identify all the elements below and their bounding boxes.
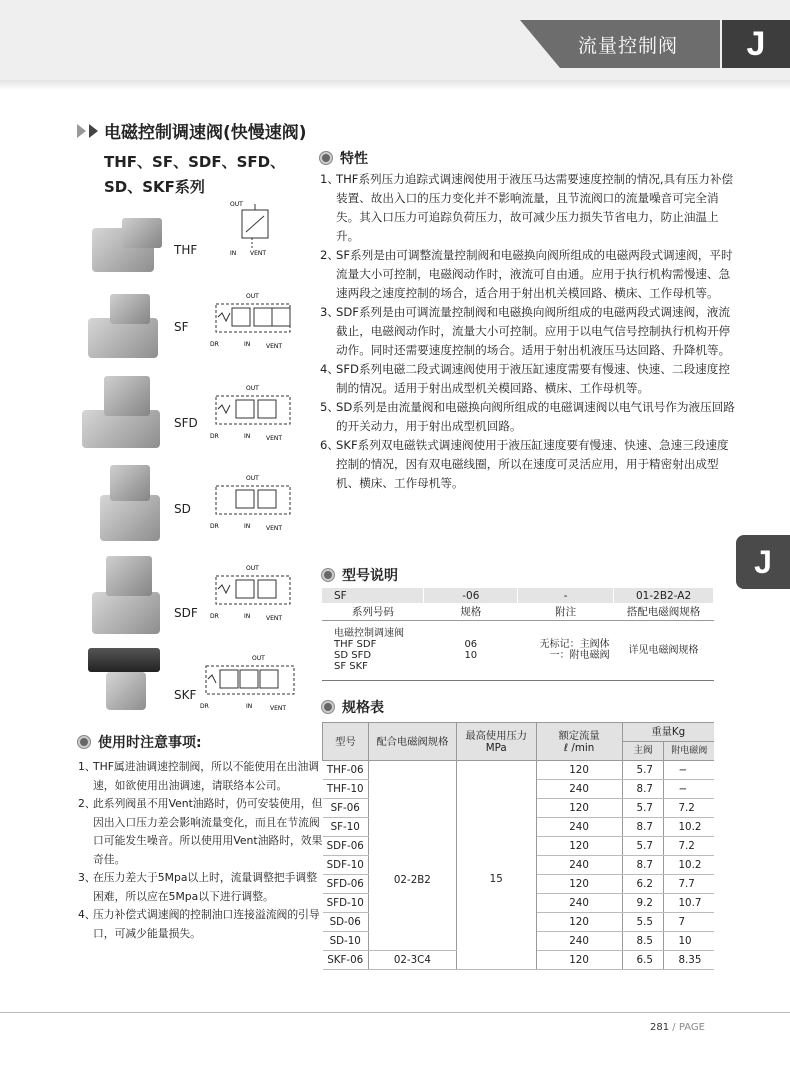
cell-main: 5.7 <box>622 761 664 780</box>
model-code-table <box>322 588 714 681</box>
feature-number: 4、 <box>320 362 339 376</box>
series-line-1: THF、SF、SDF、SFD、 <box>104 153 286 171</box>
valve-image-sf <box>88 292 168 362</box>
spec-header-row <box>323 723 715 742</box>
spec-heading-text: 规格表 <box>342 700 384 716</box>
cell-main: 9.2 <box>622 894 664 913</box>
feature-item <box>320 170 735 246</box>
arrow-icon <box>77 124 86 138</box>
cell-solenoid: 02-3C4 <box>368 951 456 970</box>
features-heading-text: 特性 <box>340 151 368 167</box>
valve-image-sfd <box>82 376 172 451</box>
port-label-in: IN <box>244 613 251 620</box>
header-with-solenoid: 附电磁阀 <box>664 742 714 761</box>
cell-solenoid: 02-2B2 <box>368 761 456 951</box>
cell-with: 7 <box>664 913 714 932</box>
port-label-in: IN <box>230 250 237 257</box>
cell-model: THF-06 <box>323 761 369 780</box>
header-weight: 重量Kg <box>622 723 714 742</box>
note-number: 1、 <box>78 760 96 773</box>
cell-model: SDF-06 <box>323 837 369 856</box>
page-number <box>650 1022 705 1033</box>
feature-text: SDF系列是由可调流量控制阀和电磁换向阀所组成的电磁两段式调速阀，液流截止，电磁阀动作时，流量大小可控制。应用于以电气信号控制执行机构开停动作。同时还需要速度控制的场合。适用于射出机液压马达回路、升降机等。 <box>336 305 731 357</box>
port-label-out: OUT <box>246 293 259 300</box>
sd-hydraulic-symbol <box>210 472 300 532</box>
cell-with: − <box>664 761 714 780</box>
cell-flow: 240 <box>536 856 622 875</box>
notes-heading-text: 使用时注意事项: <box>98 735 202 751</box>
note-item <box>78 795 323 869</box>
page-number-label: / PAGE <box>672 1022 705 1033</box>
code-solenoid: 01-2B2-A2 <box>614 588 714 603</box>
port-label-dr: DR <box>200 703 209 710</box>
port-label-vent: VENT <box>270 705 287 712</box>
size-text: 06 <box>464 639 478 650</box>
model-code-heading <box>322 565 398 585</box>
cell-flow: 120 <box>536 913 622 932</box>
series-cell <box>322 620 424 680</box>
cell-flow: 240 <box>536 780 622 799</box>
bullet-icon <box>78 736 90 748</box>
cell-model: SD-06 <box>323 913 369 932</box>
feature-item <box>320 246 735 303</box>
code-series: SF <box>322 588 424 603</box>
cell-main: 5.5 <box>622 913 664 932</box>
feature-text: THF系列压力追踪式调速阀使用于液压马达需要速度控制的情况,具有压力补偿装置、故出入口的压力变化并不影响流量，且节流阀口的流量噪音可完全消失。其入口压力可追踪负荷压力，故可减少压力损失节省电力，防止油温上升。 <box>336 172 734 243</box>
model-code-heading-text: 型号说明 <box>342 568 398 584</box>
sdf-hydraulic-symbol <box>210 562 300 622</box>
code-size: -06 <box>424 588 518 603</box>
feature-item <box>320 303 735 360</box>
bullet-icon <box>320 152 332 164</box>
port-label-out: OUT <box>246 475 259 482</box>
section-letter: J <box>722 20 790 68</box>
side-index-tab[interactable]: J <box>736 535 790 589</box>
cell-with: 7.7 <box>664 875 714 894</box>
cell-main: 5.7 <box>622 799 664 818</box>
features-heading <box>320 148 368 168</box>
header-model: 型号 <box>323 723 369 761</box>
cell-with: 10.2 <box>664 856 714 875</box>
cell-with: 8.35 <box>664 951 714 970</box>
spec-heading <box>322 697 384 717</box>
feature-text: SKF系列双电磁铁式调速阀使用于液压缸速度要有慢速、快速、急速三段速度控制的情况，因有双电磁线圈，所以在速度可灵活应用，用于精密射出成型机、横床、工作母机等。 <box>336 438 729 490</box>
arrow-icon <box>89 124 98 138</box>
cell-main: 6.2 <box>622 875 664 894</box>
feature-number: 5、 <box>320 400 339 414</box>
feature-item <box>320 398 735 436</box>
model-code-row <box>322 588 714 603</box>
cell-model: SD-10 <box>323 932 369 951</box>
port-label-vent: VENT <box>266 435 283 442</box>
note-item <box>78 869 323 906</box>
header-pressure-line: 最高使用压力 <box>465 729 528 742</box>
series-text: SF SKF <box>334 661 368 672</box>
port-label-out: OUT <box>252 655 265 662</box>
feature-item <box>320 436 735 493</box>
series-line-2: SD、SKF系列 <box>104 178 205 196</box>
port-label-in: IN <box>244 433 251 440</box>
note-text: 在压力差大于5Mpa以上时，流量调整把手调整困难，所以应在5Mpa以下进行调整。 <box>93 871 317 903</box>
header-flow <box>536 723 622 761</box>
note-number: 4、 <box>78 908 96 921</box>
port-label-vent: VENT <box>266 615 283 622</box>
port-label-vent: VENT <box>266 343 283 350</box>
cell-model: SFD-06 <box>323 875 369 894</box>
cell-with: 10 <box>664 932 714 951</box>
bullet-icon <box>322 569 334 581</box>
cell-main: 6.5 <box>622 951 664 970</box>
port-label-dr: DR <box>210 523 219 530</box>
valve-image-sdf <box>92 556 172 636</box>
note-text: 此系列阀虽不用Vent油路时，仍可安装使用，但因出入口压力差会影响流量变化，而且在节流阀口可能发生噪音。所以使用用Vent油路时，效果奇佳。 <box>93 797 323 866</box>
page-title-text: 电磁控制调速阀(快慢速阀) <box>104 123 307 143</box>
sfd-hydraulic-symbol <box>210 382 300 442</box>
header-series: 系列号码 <box>322 603 424 620</box>
valve-label-sdf: SDF <box>174 606 198 620</box>
valve-image-sd <box>100 465 170 545</box>
header-pressure-unit: MPa <box>485 741 507 754</box>
port-label-dr: DR <box>210 433 219 440</box>
cell-flow: 240 <box>536 818 622 837</box>
series-text: SD SFD <box>334 650 372 661</box>
cell-model: SKF-06 <box>323 951 369 970</box>
cell-main: 5.7 <box>622 837 664 856</box>
cell-with: 7.2 <box>664 799 714 818</box>
feature-number: 2、 <box>320 248 339 262</box>
sf-hydraulic-symbol <box>210 290 300 350</box>
cell-flow: 240 <box>536 894 622 913</box>
cell-flow: 120 <box>536 761 622 780</box>
footer-divider <box>0 1012 790 1013</box>
size-text: 10 <box>464 650 478 661</box>
header-solenoid: 配合电磁阀规格 <box>368 723 456 761</box>
note-item <box>78 758 323 795</box>
cell-flow: 120 <box>536 951 622 970</box>
feature-item <box>320 360 735 398</box>
cell-main: 8.7 <box>622 780 664 799</box>
note-number: 2、 <box>78 797 96 810</box>
port-label-in: IN <box>244 341 251 348</box>
valve-label-skf: SKF <box>174 688 197 702</box>
header-shadow <box>0 80 790 90</box>
valve-image-skf <box>88 640 168 712</box>
port-label-vent: VENT <box>266 525 283 532</box>
cell-main: 8.7 <box>622 818 664 837</box>
features-list <box>320 170 735 493</box>
note-number: 3、 <box>78 871 96 884</box>
cell-with: − <box>664 780 714 799</box>
port-label-out: OUT <box>230 201 243 208</box>
cell-with: 7.2 <box>664 837 714 856</box>
valve-image-thf <box>92 218 172 278</box>
code-note: - <box>518 588 614 603</box>
feature-text: SD系列是由流量阀和电磁换向阀所组成的电磁调速阀以电气讯号作为液压回路的开关动力，用于射出成型机回路。 <box>336 400 735 433</box>
notes-list <box>78 758 323 943</box>
section-title: 流量控制阀 <box>578 35 679 57</box>
feature-number: 1、 <box>320 172 339 186</box>
header-main-valve: 主阀 <box>622 742 664 761</box>
series-text: 电磁控制调速阀 <box>334 628 404 639</box>
header-note: 附注 <box>518 603 614 620</box>
port-label-out: OUT <box>246 385 259 392</box>
header-pressure <box>456 723 536 761</box>
cell-model: SDF-10 <box>323 856 369 875</box>
cell-main: 8.5 <box>622 932 664 951</box>
valve-label-sf: SF <box>174 320 189 334</box>
port-label-out: OUT <box>246 565 259 572</box>
header-solenoid: 搭配电磁阀规格 <box>614 603 714 620</box>
cell-model: THF-10 <box>323 780 369 799</box>
feature-number: 3、 <box>320 305 339 319</box>
cell-flow: 120 <box>536 875 622 894</box>
note-text: THF属进油调速控制阀，所以不能使用在出油调速，如欲使用出油调速，请联络本公司。 <box>93 760 320 792</box>
port-label-in: IN <box>244 523 251 530</box>
table-row <box>323 761 715 780</box>
series-list <box>104 150 304 200</box>
solenoid-ref-cell: 详见电磁阀规格 <box>628 644 699 656</box>
cell-flow: 120 <box>536 837 622 856</box>
size-cell <box>424 620 518 680</box>
port-label-dr: DR <box>210 341 219 348</box>
note-text: 一：附电磁阀 <box>549 650 610 661</box>
cell-model: SF-10 <box>323 818 369 837</box>
feature-number: 6、 <box>320 438 339 452</box>
cell-flow: 120 <box>536 799 622 818</box>
page-number-value: 281 <box>650 1022 670 1033</box>
feature-text: SF系列是由可调整流量控制阀和电磁换向阀所组成的电磁两段式调速阀，平时流量大小可控制，电磁阀动作时，液流可自由通。应用于执行机构需慢速、急速两段之速度控制的场合，适合用于射出机关模回路、横床、工作母机等。 <box>336 248 733 300</box>
cell-with: 10.2 <box>664 818 714 837</box>
valve-label-sfd: SFD <box>174 416 198 430</box>
cell-flow: 240 <box>536 932 622 951</box>
header-flow-unit: ℓ /min <box>563 741 595 754</box>
spec-table <box>322 722 714 970</box>
cell-pressure: 15 <box>456 761 536 970</box>
page-title <box>77 118 307 143</box>
note-item <box>78 906 323 943</box>
header-flow-line: 额定流量 <box>558 729 600 742</box>
notes-heading <box>78 732 202 752</box>
thf-hydraulic-symbol <box>222 200 282 260</box>
cell-model: SF-06 <box>323 799 369 818</box>
cell-main: 8.7 <box>622 856 664 875</box>
feature-text: SFD系列电磁二段式调速阀使用于液压缸速度需要有慢速、快速、二段速度控制的情况。适用于射出成型机关模回路、横床、工作母机等。 <box>336 362 730 395</box>
model-detail-row <box>322 620 714 680</box>
series-text: THF SDF <box>334 639 377 650</box>
valve-label-sd: SD <box>174 502 191 516</box>
cell-with: 10.7 <box>664 894 714 913</box>
valve-label-thf: THF <box>174 243 198 257</box>
port-label-vent: VENT <box>250 250 267 257</box>
note-cell <box>518 620 614 680</box>
note-text: 无标记：主阀体 <box>539 639 610 650</box>
header-size: 规格 <box>424 603 518 620</box>
cell-model: SFD-10 <box>323 894 369 913</box>
skf-hydraulic-symbol <box>200 652 300 712</box>
note-text: 压力补偿式调速阀的控制油口连接溢流阀的引导口，可减少能量损失。 <box>93 908 320 940</box>
bullet-icon <box>322 701 334 713</box>
port-label-in: IN <box>246 703 253 710</box>
port-label-dr: DR <box>210 613 219 620</box>
model-header-row <box>322 603 714 620</box>
